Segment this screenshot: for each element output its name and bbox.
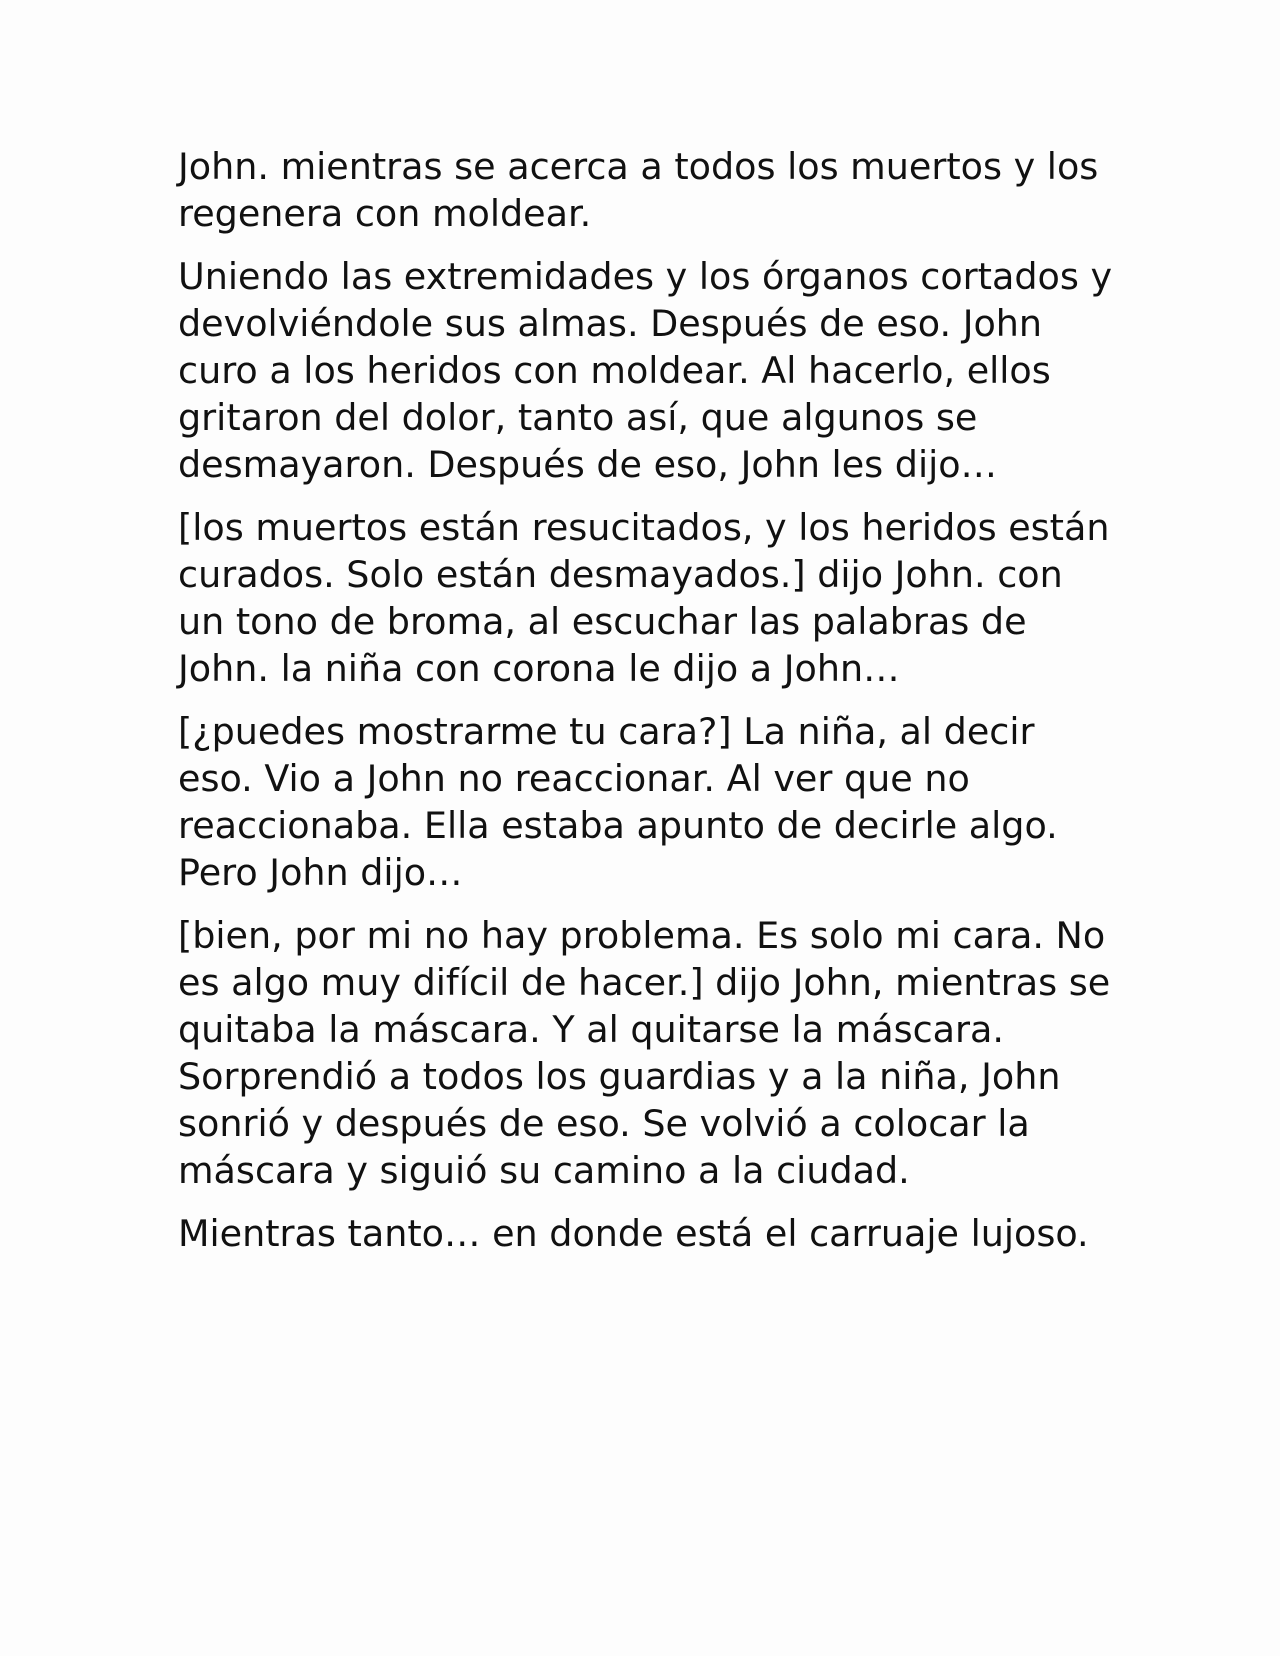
paragraph-2: Uniendo las extremidades y los órganos cortados y devolviéndole sus almas. Después de eso. John curo a los heridos con moldear. Al hacerlo, ellos gritaron del dolor, tanto así, que algunos se desmayaron. Después de eso, John les dijo… [178, 255, 1113, 486]
paragraph-4: [¿puedes mostrarme tu cara?] La niña, al decir eso. Vio a John no reaccionar. Al ver que no reaccionaba. Ella estaba apunto de decirle algo. Pero John dijo… [178, 710, 1058, 894]
paragraph-5: [bien, por mi no hay problema. Es solo mi cara. No es algo muy difícil de hacer.] dijo John, mientras se quitaba la máscara. Y al quitarse la máscara. Sorprendió a todos los guardias y a la niña, John sonrió y después de eso. Se volvió a colocar la máscara y siguió su camino a la ciudad. [178, 914, 1111, 1192]
paragraph-3: [los muertos están resucitados, y los heridos están curados. Solo están desmayados.] dijo John. con un tono de broma, al escuchar las palabras de John. la niña con corona le dijo a John… [178, 506, 1110, 690]
paragraph-1: John. mientras se acerca a todos los muertos y los regenera con moldear. [178, 145, 1099, 235]
paragraph-6: Mientras tanto… en donde está el carruaje lujoso. [178, 1212, 1089, 1255]
body-text [178, 143, 1113, 1273]
